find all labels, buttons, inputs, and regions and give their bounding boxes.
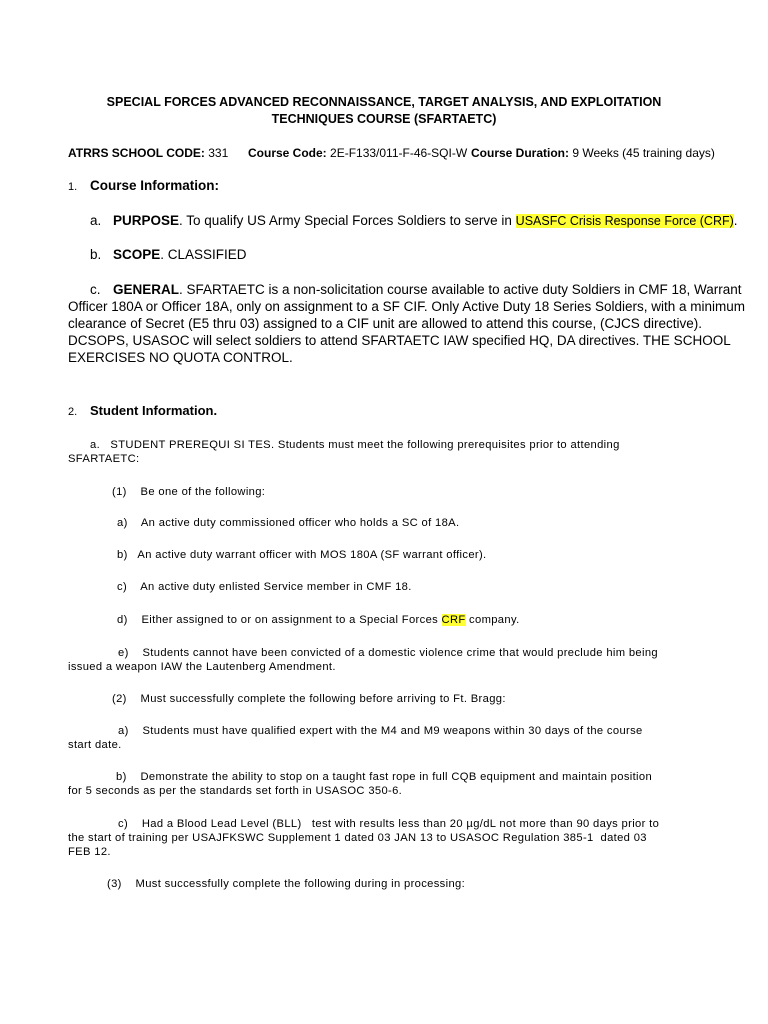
scope-label: SCOPE <box>113 247 161 262</box>
section-1-number: 1. <box>68 181 78 193</box>
section-1-heading-text: Course Information: <box>90 178 220 193</box>
course-duration-label: Course Duration: <box>471 146 570 160</box>
general-paragraph-line-4: DCSOPS, USASOC will select soldiers to attend SFARTAETC IAW specified HQ, DA directives. THE SCHOOL <box>68 333 731 348</box>
general-paragraph-line-3: clearance of Secret (E5 thru 03) assigned to a CIF unit are allowed to attend this course, (CJCS directive). <box>68 316 703 331</box>
general-text-1: . SFARTAETC is a non-solicitation course available to active duty Soldiers in CMF 18, Warrant <box>179 282 742 297</box>
prereq-1d <box>117 613 520 627</box>
prerequisites-line-2: SFARTAETC: <box>68 453 140 465</box>
prereq-1e-line-1: e) Students cannot have been convicted of a domestic violence crime that would preclude him being <box>118 647 658 659</box>
scope-text: . CLASSIFIED <box>160 247 247 262</box>
prereq-2a-line-2: start date. <box>68 739 122 751</box>
prereq-1: (1) Be one of the following: <box>112 486 266 498</box>
prereq-1e-line-2: issued a weapon IAW the Lautenberg Amendment. <box>68 661 336 673</box>
prereq-1c: c) An active duty enlisted Service member in CMF 18. <box>117 581 412 593</box>
document-title-line-1: SPECIAL FORCES ADVANCED RECONNAISSANCE, TARGET ANALYSIS, AND EXPLOITATION <box>106 95 662 109</box>
prereq-2c-line-3: FEB 12. <box>68 846 111 858</box>
prereq-2a-line-1: a) Students must have qualified expert with the M4 and M9 weapons within 30 days of the course <box>118 725 643 737</box>
course-code <box>248 146 467 160</box>
scope-paragraph <box>113 246 247 263</box>
prereq-2b-line-2: for 5 seconds as per the standards set forth in USASOC 350-6. <box>68 785 403 797</box>
section-2-heading <box>90 403 217 418</box>
general-paragraph-line-1 <box>113 281 742 298</box>
course-code-label: Course Code: <box>248 146 327 160</box>
prereq-1d-text: d) Either assigned to or on assignment to a Special Forces <box>117 614 442 626</box>
section-1-heading <box>90 178 219 193</box>
scope-letter: b. <box>90 247 102 262</box>
section-2-number: 2. <box>68 406 78 418</box>
course-duration <box>471 146 715 160</box>
purpose-text: . To qualify US Army Special Forces Soldiers to serve in <box>179 213 516 228</box>
general-paragraph-line-2: Officer 180A or Officer 18A, only on assignment to a SF CIF. Only Active Duty 18 Series Soldiers, with a minimum <box>68 299 746 314</box>
school-code-value: 331 <box>204 146 229 160</box>
general-paragraph-line-5: EXERCISES NO QUOTA CONTROL. <box>68 350 293 365</box>
purpose-letter: a. <box>90 213 102 228</box>
crf-highlight: USASFC Crisis Response Force (CRF) <box>515 214 734 228</box>
prereq-1b: b) An active duty warrant officer with MOS 180A (SF warrant officer). <box>117 549 487 561</box>
prereq-2b-line-1: b) Demonstrate the ability to stop on a taught fast rope in full CQB equipment and maintain position <box>116 771 653 783</box>
course-duration-value: 9 Weeks (45 training days) <box>569 146 715 160</box>
prereq-2: (2) Must successfully complete the following before arriving to Ft. Bragg: <box>112 693 506 705</box>
document-title-line-2: TECHNIQUES COURSE (SFARTAETC) <box>271 112 497 126</box>
prereq-1a: a) An active duty commissioned officer who holds a SC of 18A. <box>117 517 460 529</box>
prerequisites-line-1: a. STUDENT PREREQUI SI TES. Students must meet the following prerequisites prior to attending <box>90 439 620 451</box>
school-code <box>68 146 228 160</box>
purpose-label: PURPOSE <box>113 213 180 228</box>
prereq-2c-line-1: c) Had a Blood Lead Level (BLL) test with results less than 20 µg/dL not more than 90 days prior to <box>118 818 660 830</box>
course-code-value: 2E-F133/011-F-46-SQI-W <box>326 146 468 160</box>
general-letter: c. <box>90 282 101 297</box>
general-label: GENERAL <box>113 282 180 297</box>
crf-highlight-2: CRF <box>441 614 466 626</box>
purpose-paragraph <box>113 212 738 230</box>
prereq-1d-end: company. <box>465 614 520 626</box>
school-code-label: ATRRS SCHOOL CODE: <box>68 146 205 160</box>
prereq-3: (3) Must successfully complete the following during in processing: <box>107 878 466 890</box>
section-2-heading-text: Student Information. <box>90 403 218 418</box>
prereq-2c-line-2: the start of training per USAJFKSWC Supplement 1 dated 03 JAN 13 to USASOC Regulation 385-1 dated 03 <box>68 832 647 844</box>
purpose-end: . <box>733 213 738 228</box>
